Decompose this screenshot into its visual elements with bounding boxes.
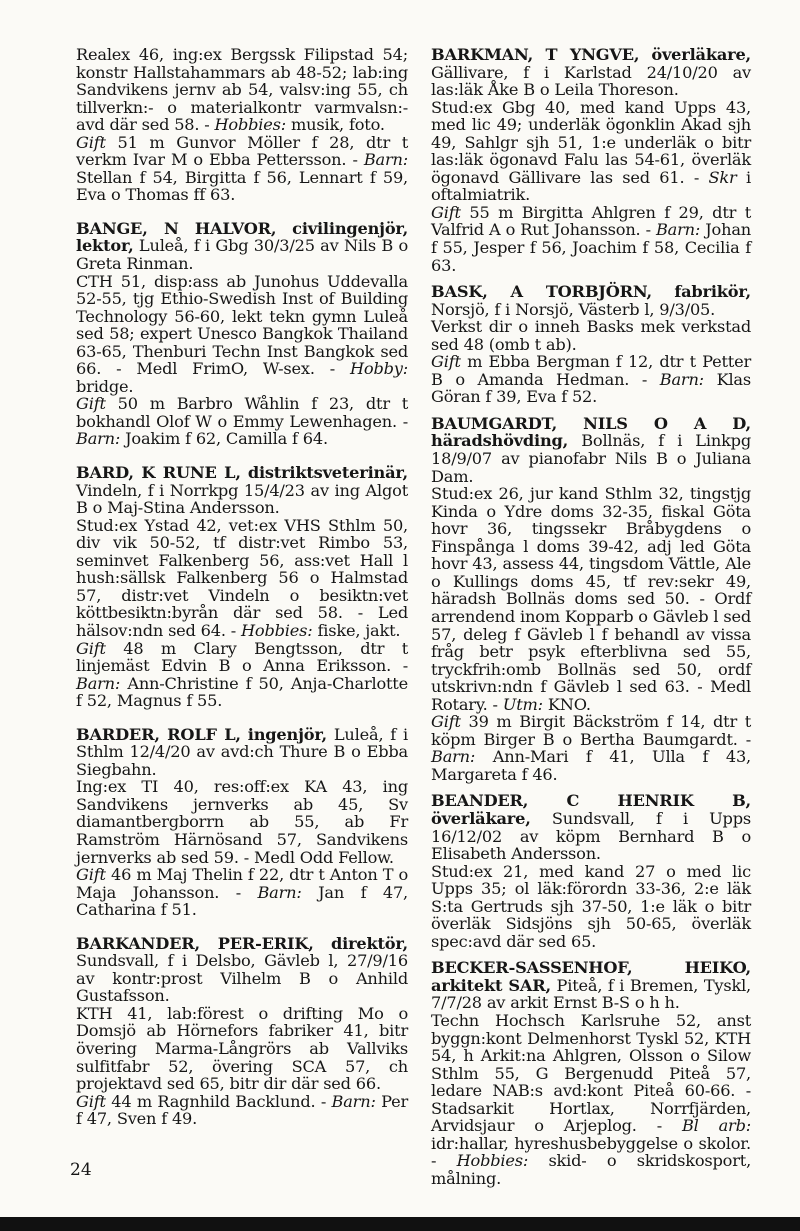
entry-career: Stud:ex Gbg 40, med kand Upps 43, med lic 49; underläk ögonklin Akad sjh 49, Sahlgr sjh 51, 1:e underläk o bitr las:läk ögonavd Falu las 54-61, överläk ögonavd Gällivare las sed 61. - Skr i oftalmiatrik. <box>431 97 751 205</box>
entry-heading: BEANDER, C HENRIK B, överläkare, Sundsvall, f i Upps 16/12/02 av köpm Bernhard B o Elisabeth Andersson. <box>431 791 751 864</box>
barn-label: Barn: <box>363 150 408 170</box>
entry-title: överläkare, <box>431 808 531 828</box>
scan-edge <box>0 1217 800 1231</box>
entry-name: BARKANDER, PER-ERIK, <box>76 933 314 953</box>
entry-career: CTH 51, disp:ass ab Junohus Uddevalla 52-55, tjg Ethio-Swedish Inst of Building Technology 56-60, lekt tekn gymn Luleå sed 58; expert Unesco Bangkok Thailand 63-65, Thenburi Techn Inst Bangkok sed 66. - Medl FrimO, W-sex. - Hobby: bridge. <box>76 271 408 396</box>
entry-barkman <box>431 46 751 274</box>
entry-becker-sassenhof <box>431 959 751 1187</box>
entry-name: BECKER-SASSENHOF, HEIKO, <box>431 958 751 978</box>
skr-label: Skr <box>708 167 737 187</box>
gift-label: Gift <box>76 1091 106 1111</box>
entry-family: Gift 44 m Ragnhild Backlund. - Barn: Per f 47, Sven f 49. <box>76 1091 408 1129</box>
entry-title: arkitekt SAR, <box>431 975 551 995</box>
page-number: 24 <box>70 1160 92 1180</box>
entry-family: Gift 48 m Clary Bengtsson, dtr t linjemäst Edvin B o Anna Eriksson. - Barn: Ann-Christine f 50, Anja-Charlotte f 52, Magnus f 55. <box>76 638 409 711</box>
entry-heading: BASK, A TORBJÖRN, fabrikör, Norsjö, f i Norsjö, Västerb l, 9/3/05. <box>431 282 751 319</box>
barn-label: Barn: <box>655 220 701 240</box>
bl-arb-label: Bl arb: <box>681 1116 751 1136</box>
entry-name: BANGE, N HALVOR, <box>76 218 277 238</box>
hobbies-label: Hobbies: <box>214 115 287 135</box>
barn-label: Barn: <box>659 369 704 389</box>
gift-label: Gift <box>431 712 461 732</box>
entry-text: Realex 46, ing:ex Bergssk Filipstad 54; konstr Hallstahammars ab 48-52; lab:ing Sandvikens jernv ab 54, valsv:ing 55, ch tillverkn:- o materialkontr varmvalsn:- avd där sed 58. - Hobbies: musik, foto. <box>76 45 408 135</box>
entry-title: överläkare, <box>651 45 751 64</box>
entry-family: Gift m Ebba Bergman f 12, dtr t Petter B o Amanda Hedman. - Barn: Klas Göran f 39, Eva f 52. <box>431 352 751 407</box>
left-column <box>76 46 408 1144</box>
entry-baumgardt <box>431 415 751 783</box>
gift-label: Gift <box>431 352 461 372</box>
entry-heading: BARKMAN, T YNGVE, överläkare, Gällivare, f i Karlstad 24/10/20 av las:läk Åke B o Leila Thoreson. <box>431 45 751 100</box>
entry-career: Ing:ex TI 40, res:off:ex KA 43, ing Sandvikens jernverks ab 45, Sv diamantbergborrn ab 55, ab Fr Ramström Härnösand 57, Sandvikens jernverks ab sed 59. - Medl Odd Fellow. <box>76 777 408 867</box>
entry-name: BARKMAN, T YNGVE, <box>431 45 640 64</box>
entry-family: Gift 50 m Barbro Wåhlin f 23, dtr t bokhandl Olof W o Emmy Lewenhagen. - Barn: Joakim f 62, Camilla f 64. <box>76 394 409 449</box>
barn-label: Barn: <box>76 429 121 449</box>
entry-title: civilingenjör, lektor, <box>76 218 409 256</box>
gift-label: Gift <box>431 202 461 222</box>
entry-family: Gift 55 m Birgitta Ahlgren f 29, dtr t Valfrid A o Rut Johansson. - Barn: Johan f 55, Jesper f 56, Joachim f 58, Cecilia f 63. <box>431 202 752 275</box>
hobbies-label: Hobbies: <box>240 620 313 640</box>
gift-label: Gift <box>76 865 106 885</box>
entry-career: Techn Hochsch Karlsruhe 52, anst byggn:kont Delmenhorst Tyskl 52, KTH 54, h Arkit:na Ahlgren, Olsson o Silow Sthlm 55, G Bergenudd Piteå 57, ledare NAB:s avd:kont Piteå 60-66. - Stadsarkit Hortlax, Norrfjärden, Arvidsjaur o Arjeplog. - Bl arb: idr:hallar, hyreshusbebyggelse o skolor. - Hobbies: skid- o skridskosport, målning. <box>431 1010 752 1188</box>
gift-label: Gift <box>76 638 106 658</box>
entry-family: Gift 46 m Maj Thelin f 22, dtr t Anton T o Maja Johansson. - Barn: Jan f 47, Catharina f 51. <box>76 865 408 920</box>
gift-label: Gift <box>76 132 106 152</box>
entry-title: fabrikör, <box>674 282 751 302</box>
utm-label: Utm: <box>502 694 543 714</box>
entry-beander <box>431 792 751 950</box>
barn-label: Barn: <box>257 882 302 902</box>
gift-label: Gift <box>76 394 106 414</box>
entry-heading: BARKANDER, PER-ERIK, direktör, Sundsvall, f i Delsbo, Gävleb l, 27/9/16 av kontr:prost Vilhelm B o Anhild Gustafsson. <box>76 933 408 1006</box>
entry-bange <box>76 220 408 448</box>
entry-name: BARDER, ROLF L, <box>76 724 241 744</box>
entry-heading: BAUMGARDT, NILS O A D, häradshövding, Bollnäs, f i Linkpg 18/9/07 av pianofabr Nils B o Juliana Dam. <box>431 413 751 486</box>
entry-bard <box>76 464 408 710</box>
entry-bask <box>431 283 751 406</box>
barn-label: Barn: <box>431 747 476 767</box>
entry-name: BASK, A TORBJÖRN, <box>431 282 652 302</box>
entry-title: direktör, <box>331 933 408 953</box>
entry-name: BARD, K RUNE L, <box>76 463 241 483</box>
entry-barkander <box>76 935 408 1128</box>
entry-title: ingenjör, <box>247 724 327 744</box>
entry-career: KTH 41, lab:förest o drifting Mo o Domsjö ab Hörnefors fabriker 41, bitr övering Marma-Långrörs ab Vallviks sulfitfabr 52, övering SCA 57, ch projektavd sed 65, bitr dir där sed 66. <box>76 1003 408 1094</box>
barn-label: Barn: <box>76 673 121 693</box>
entry-name: BAUMGARDT, NILS O A D, <box>431 413 751 433</box>
barn-label: Barn: <box>331 1091 376 1111</box>
entry-name: BEANDER, C HENRIK B, <box>431 791 751 811</box>
entry-title: distriktsveterinär, <box>247 463 408 483</box>
hobbies-label: Hobby: <box>350 359 408 379</box>
entry-career: Verkst dir o inneh Basks mek verkstad sed 48 (omb t ab). <box>431 317 751 354</box>
entry-heading: BECKER-SASSENHOF, HEIKO, arkitekt SAR, Piteå, f i Bremen, Tyskl, 7/7/28 av arkit Ernst B-S o h h. <box>431 958 752 1013</box>
hobbies-label: Hobbies: <box>456 1151 529 1171</box>
entry-title: häradshövding, <box>431 431 569 451</box>
entry-career: Stud:ex 26, jur kand Sthlm 32, tingstjg Kinda o Ydre doms 32-35, fiskal Göta hovr 36, tingssekr Bråbygdens o Finspånga l doms 39-42, adj led Göta hovr 43, assess 44, tingsdom Vättle, Ale o Kullings doms 45, tf rev:sekr 49, häradsh Bollnäs doms sed 50. - Ordf arrendend inom Kopparb o Gävleb l sed 57, deleg f Gävleb l f behandl av vissa fråg betr psyk efterblivna sed 55, tryckfrih:omb Bollnäs sed 50, ordf utskrivn:ndn f Gävleb l sed 63. - Medl Rotary. - Utm: KNO. <box>431 484 751 714</box>
entry-barder <box>76 726 408 919</box>
entry-heading: BANGE, N HALVOR, civilingenjör, lektor, Luleå, f i Gbg 30/3/25 av Nils B o Greta Rinman. <box>76 218 409 274</box>
entry-heading: BARD, K RUNE L, distriktsveterinär, Vindeln, f i Norrkpg 15/4/23 av ing Algot B o Maj-Stina Andersson. <box>76 463 408 518</box>
entry-career: Stud:ex Ystad 42, vet:ex VHS Sthlm 50, div vik 50-52, tf distr:vet Rimbo 53, seminvet Falkenberg 56, ass:vet Hall l hush:sällsk Falkenberg 56 o Halmstad 57, distr:vet Vindeln o besiktn:vet köttbesiktn:byrån där sed 58. - Led hälsov:ndn sed 64. - Hobbies: fiske, jakt. <box>76 515 408 640</box>
entry-heading: BARDER, ROLF L, ingenjör, Luleå, f i Sthlm 12/4/20 av avd:ch Thure B o Ebba Siegbahn. <box>76 724 409 779</box>
right-column <box>431 46 751 1196</box>
entry-career: Stud:ex 21, med kand 27 o med lic Upps 35; ol läk:förordn 33-36, 2:e läk S:ta Gertruds sjh 37-50, 1:e läk o bitr överläk Sidsjöns sjh 50-65, överläk spec:avd där sed 65. <box>431 861 751 951</box>
entry-family: Gift 51 m Gunvor Möller f 28, dtr t verkm Ivar M o Ebba Pettersson. - Barn: Stellan f 54, Birgitta f 56, Lennart f 59, Eva o Thomas ff 63. <box>76 132 408 205</box>
entry-continued <box>76 46 408 204</box>
entry-family: Gift 39 m Birgit Bäckström f 14, dtr t köpm Birger B o Bertha Baumgardt. - Barn: Ann-Mari f 41, Ulla f 43, Margareta f 46. <box>431 712 751 784</box>
